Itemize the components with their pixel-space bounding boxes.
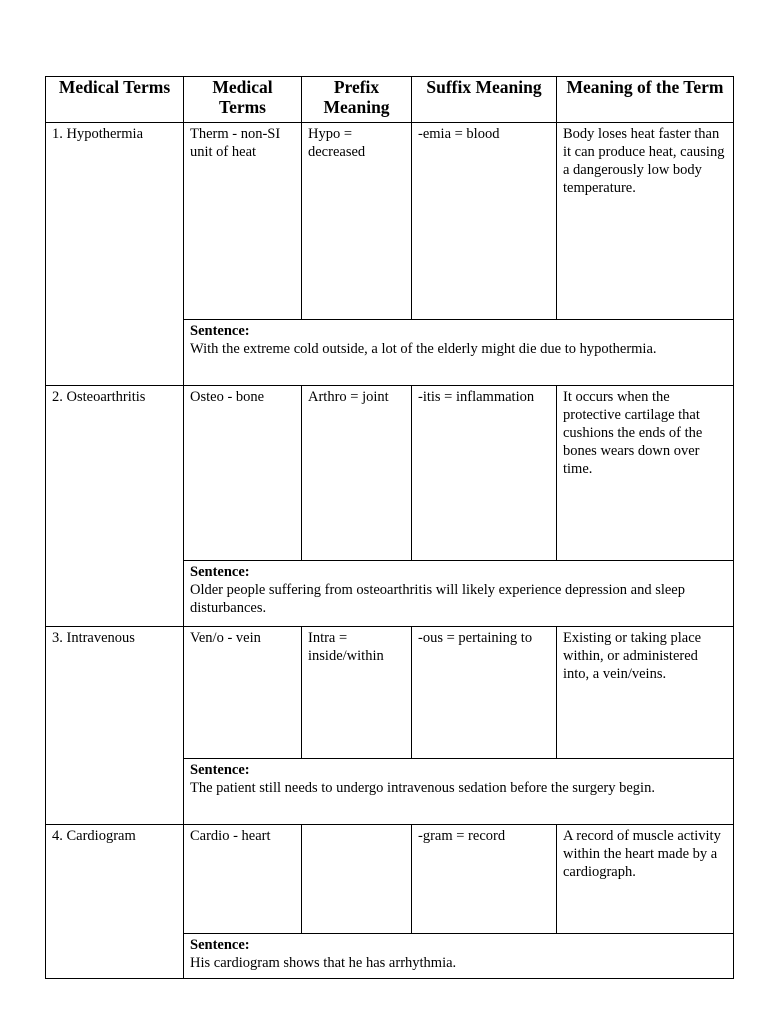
term-name: 4. Cardiogram [46,825,184,979]
sentence-cell [184,320,734,386]
sentence-label: Sentence: [190,323,250,339]
sentence-cell [184,934,734,979]
sentence-text: Older people suffering from osteoarthritis will likely experience depression and sleep disturbances. [190,582,685,616]
sentence-text: The patient still needs to undergo intravenous sedation before the surgery begin. [190,780,655,796]
term-name: 1. Hypothermia [46,123,184,386]
sentence-cell [184,759,734,825]
prefix-cell: Intra = inside/within [302,627,412,759]
sentence-label: Sentence: [190,937,250,953]
medical-terms-table [45,76,734,979]
sentence-text: His cardiogram shows that he has arrhythmia. [190,955,457,971]
prefix-cell: Hypo = decreased [302,123,412,320]
header-medical-terms: Medical Terms [46,77,184,123]
term-name: 2. Osteoarthritis [46,386,184,627]
sentence-text: With the extreme cold outside, a lot of the elderly might die due to hypothermia. [190,341,657,357]
suffix-cell: -itis = inflammation [412,386,557,561]
sentence-label: Sentence: [190,564,250,580]
table-row [46,123,734,320]
header-prefix-meaning: Prefix Meaning [302,77,412,123]
root-cell: Cardio - heart [184,825,302,934]
meaning-cell: Existing or taking place within, or administered into, a vein/veins. [557,627,734,759]
term-name: 3. Intravenous [46,627,184,825]
table-row [46,627,734,759]
suffix-cell: -gram = record [412,825,557,934]
header-row [46,77,734,123]
suffix-cell: -ous = pertaining to [412,627,557,759]
header-suffix-meaning: Suffix Meaning [412,77,557,123]
prefix-cell [302,825,412,934]
suffix-cell: -emia = blood [412,123,557,320]
root-cell: Ven/o - vein [184,627,302,759]
header-medical-terms-root: Medical Terms [184,77,302,123]
meaning-cell: Body loses heat faster than it can produce heat, causing a dangerously low body temperature. [557,123,734,320]
table-row [46,386,734,561]
meaning-cell: It occurs when the protective cartilage that cushions the ends of the bones wears down over time. [557,386,734,561]
prefix-cell: Arthro = joint [302,386,412,561]
sentence-cell [184,561,734,627]
root-cell: Therm - non-SI unit of heat [184,123,302,320]
table-row [46,825,734,934]
header-meaning-of-term: Meaning of the Term [557,77,734,123]
sentence-label: Sentence: [190,762,250,778]
root-cell: Osteo - bone [184,386,302,561]
meaning-cell: A record of muscle activity within the heart made by a cardiograph. [557,825,734,934]
